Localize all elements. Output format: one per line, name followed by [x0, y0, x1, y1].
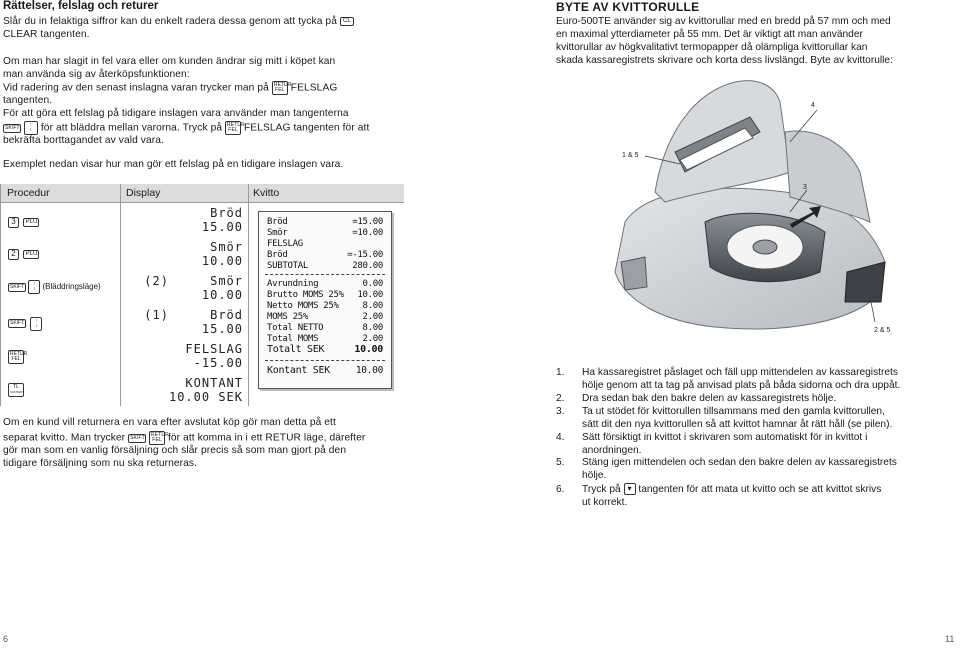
step-number: 2. — [556, 393, 565, 404]
step-number: 6. — [556, 484, 565, 495]
retur-fel-key-icon: RETUR FEL — [273, 82, 292, 93]
page-number-left: 6 — [3, 634, 9, 644]
right-intro-3: kvittorullar av högkvalitativt termopapper då olämpliga kvittorullar kan — [556, 42, 868, 53]
display-1: Bröd 15.00 — [201, 206, 243, 234]
step-text: Dra sedan bak den bakre delen av kassaregistrets hölje. — [582, 393, 837, 404]
receipt-value: 8.00 — [362, 323, 383, 333]
receipt-line: Bröd — [267, 250, 288, 260]
para2-line-4: tangenten. — [3, 95, 53, 106]
para3-text-2: FELSLAG tangenten för att — [243, 122, 370, 134]
divider — [248, 184, 249, 406]
para2-line-3 — [3, 81, 337, 95]
return-text: separat kvitto. Man trycker — [3, 432, 126, 444]
display-6: KONTANT 10.00 SEK — [168, 376, 243, 404]
step-text: sätt dit den nya kvittorullen så att kvittot hamnar åt rätt håll (se pilen). — [582, 419, 893, 430]
step-text: Ha kassaregistret påslaget och fäll upp mittendelen av kassaregistrets — [582, 367, 898, 378]
receipt-line: Brutto MOMS 25% — [267, 290, 344, 300]
step-number: 3. — [556, 406, 565, 417]
receipt-line: MOMS 25% — [267, 312, 308, 322]
receipt-line: Kontant SEK — [267, 365, 330, 376]
receipt-separator — [265, 360, 385, 361]
header-procedur: Procedur — [7, 187, 50, 199]
receipt-separator — [265, 274, 385, 275]
receipt-line: Bröd — [267, 217, 288, 227]
display-5: FELSLAG -15.00 — [185, 342, 243, 370]
arrow-key-icon: ↑ ↓ — [28, 280, 40, 294]
retur-fel-key-icon: RETUR FEL — [10, 350, 28, 362]
receipt-value: 0.00 — [362, 279, 383, 289]
receipt-value: =-15.00 — [347, 250, 383, 260]
receipt-value: 280.00 — [352, 261, 383, 271]
step-text: anordningen. — [582, 445, 642, 456]
receipt-value: =10.00 — [352, 228, 383, 238]
table-header — [0, 184, 404, 203]
key-2-icon: 2 — [8, 249, 19, 260]
return-line-1: Om en kund vill returnera en vara efter avslutat köp gör man detta på ett — [3, 417, 336, 428]
step6-text-b: tangenten för att mata ut kvitto och se att kvittot skrivs — [638, 484, 882, 495]
step-text: hölje. — [582, 470, 607, 481]
arrow-key-icon: ↑ ↓ — [30, 317, 42, 331]
proc-step-3 — [8, 280, 101, 294]
callout-3: 3 — [803, 184, 807, 191]
proc-step-2 — [8, 246, 39, 264]
example-line: Exemplet nedan visar hur man gör ett felslag på en tidigare inslagen vara. — [3, 159, 344, 170]
callout-2-5: 2 & 5 — [874, 327, 891, 334]
arrow-key-icon: ↑ ↓ — [24, 121, 38, 135]
proc-step-6 — [8, 381, 24, 399]
printer-illustration — [585, 72, 905, 342]
receipt-value: 2.00 — [362, 334, 383, 344]
receipt-value: 8.00 — [362, 301, 383, 311]
para2-line-2: man använda sig av återköpsfunktionen: — [3, 69, 190, 80]
key-3-icon: 3 — [8, 217, 19, 228]
return-text-2: för att komma in i ett RETUR läge, därefter — [167, 432, 366, 444]
receipt-line: Avrundning — [267, 279, 319, 289]
browse-mode-note: (Bläddringsläge) — [42, 282, 101, 292]
intro-line-2: CLEAR tangenten. — [3, 29, 90, 40]
display-3: (2) Smör 10.00 — [144, 274, 243, 302]
step-text: Ta ut stödet för kvittorullen tillsammans med den gamla kvittorullen, — [582, 406, 885, 417]
para3-line-3: bekräfta borttagandet av vald vara. — [3, 135, 164, 146]
step-text: hölje genom att ta tag på anvisad plats på båda sidorna och dra uppåt. — [582, 380, 901, 391]
plu-key-icon: PLU — [23, 218, 39, 227]
receipt-value: =15.00 — [352, 217, 383, 227]
step-number: 5. — [556, 457, 565, 468]
proc-step-4 — [8, 315, 42, 333]
step-text: Stäng igen mittendelen och sedan den bakre delen av kassaregistrets — [582, 457, 897, 468]
display-4: (1) Bröd 15.00 — [144, 308, 243, 336]
feed-key-icon: ▾ — [624, 483, 636, 495]
section-heading: Rättelser, felslag och returer — [3, 0, 159, 12]
right-heading: BYTE AV KVITTORULLE — [556, 0, 700, 14]
divider — [120, 184, 121, 406]
divider — [0, 184, 1, 406]
callout-1-5: 1 & 5 — [622, 152, 639, 159]
cash-register-drawing — [585, 72, 905, 342]
proc-step-5 — [8, 348, 28, 366]
return-line-4: tidigare försäljning som nu ska returneras. — [3, 458, 197, 469]
para3-line-1: För att göra ett felslag på tidigare inslagen vara använder man tangenterna — [3, 108, 349, 119]
receipt-value: 2.00 — [362, 312, 383, 322]
header-display: Display — [126, 187, 161, 199]
step-text: ut korrekt. — [582, 497, 628, 508]
receipt-line: Total NETTO — [267, 323, 324, 333]
receipt — [258, 211, 392, 389]
receipt-line: Total MOMS — [267, 334, 319, 344]
para2-text: Vid radering av den senast inslagna varan trycker man på — [3, 82, 269, 94]
tl-key-icon: TL KONTANT — [8, 383, 24, 397]
return-line-3: gör man som en vanlig försäljning och slår precis så som man gjort på den — [3, 445, 347, 456]
cl-key-icon: CL — [340, 17, 354, 26]
para3-text: för att bläddra mellan varorna. Tryck på — [40, 122, 223, 134]
intro-line: Slår du in felaktiga siffror kan du enkelt radera dessa genom att tycka på — [3, 16, 337, 27]
skift-key-icon: SKIFT — [10, 283, 25, 290]
intro-paragraph — [3, 15, 354, 29]
skift-key-icon: SKIFT — [130, 434, 145, 441]
felslag-label: FELSLAG — [290, 82, 338, 94]
header-kvitto: Kvitto — [253, 187, 280, 199]
skift-key-icon: SKIFT — [5, 124, 20, 131]
para2-line-1: Om man har slagit in fel vara eller om kunden ändrar sig mitt i köpet kan — [3, 56, 336, 67]
callout-4: 4 — [811, 102, 815, 109]
right-intro-2: en maximal ytterdiameter på 55 mm. Det är viktigt att man använder — [556, 29, 863, 40]
receipt-line: Netto MOMS 25% — [267, 301, 339, 311]
receipt-line: FELSLAG — [267, 239, 303, 249]
retur-fel-key-icon: RETUR FEL — [151, 432, 169, 443]
receipt-total-line: Totalt SEK — [267, 344, 325, 355]
receipt-value: 10.00 — [355, 365, 383, 376]
receipt-line: SUBTOTAL — [267, 261, 308, 271]
receipt-value: 10.00 — [357, 290, 383, 300]
step-number: 1. — [556, 367, 565, 378]
retur-fel-key-icon: RETUR FEL — [227, 122, 245, 133]
display-2: Smör 10.00 — [201, 240, 243, 268]
right-intro-1: Euro-500TE använder sig av kvittorullar med en bredd på 57 mm och med — [556, 16, 891, 27]
right-intro-4: skada kassaregistrets skrivare och korta dess livslängd. Byte av kvittorulle: — [556, 55, 893, 66]
left-page — [0, 0, 412, 648]
skift-key-icon: SKIFT — [10, 320, 25, 327]
proc-step-1 — [8, 214, 39, 232]
plu-key-icon: PLU — [23, 250, 39, 259]
receipt-total-value: 10.00 — [354, 344, 383, 355]
receipt-line: Smör — [267, 228, 288, 238]
step6-text-a: Tryck på — [582, 484, 621, 495]
step-text: Sätt försiktigt in kvittot i skrivaren som automatiskt för in kvittot i — [582, 432, 868, 443]
step-text — [582, 483, 881, 496]
page-number-right: 11 — [945, 634, 955, 644]
step-number: 4. — [556, 432, 565, 443]
